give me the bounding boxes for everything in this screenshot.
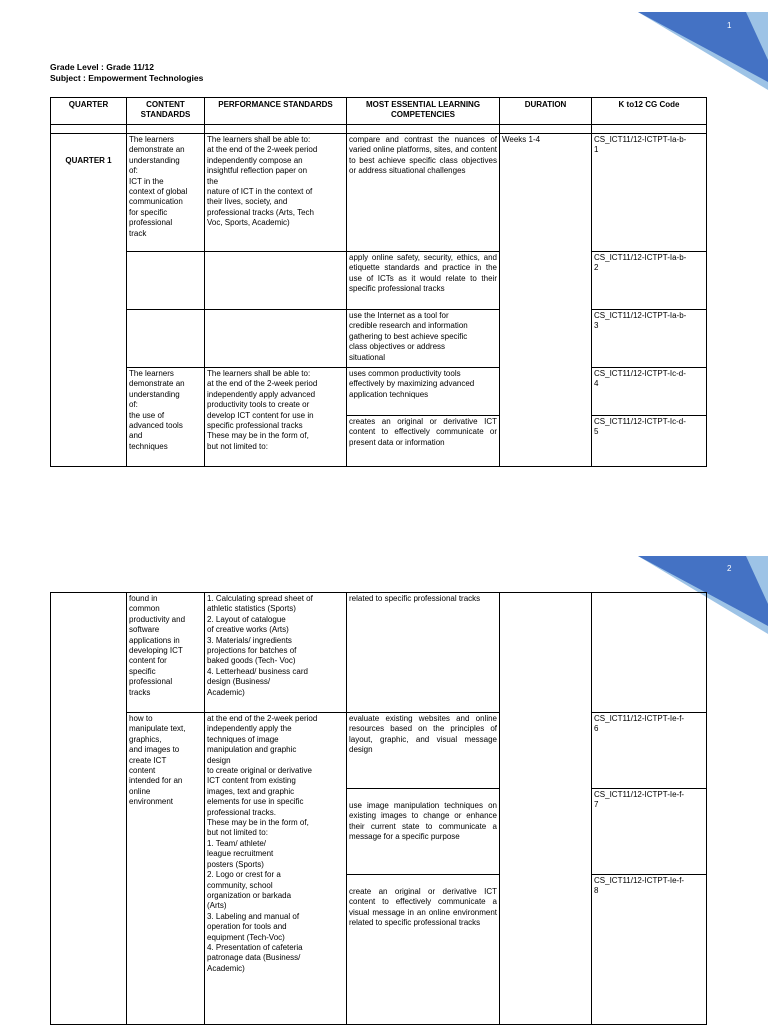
table-row [51,593,707,713]
cg-code-cell: CS_ICT11/12-ICTPT-Ia-b- 3 [592,310,707,368]
cg-code-cell: CS_ICT11/12-ICTPT-Ia-b- 2 [592,252,707,310]
performance-standard-cell: The learners shall be able to: at the end of the 2-week period independently apply advanced productivity tools to create or develop ICT content for use in specific professional tracks These may be in the form of, but not limited to: [205,368,347,467]
document-header [50,62,203,84]
page-number: 2 [727,564,732,573]
column-header-content-standards: CONTENT STANDARDS [127,98,205,125]
melc-cell: apply online safety, security, ethics, and etiquette standards and practice in the use of ICTs as it would relate to their specific professional tracks [347,252,500,310]
performance-standard-cell: The learners shall be able to: at the end of the 2-week period independently compose an insightful reflection paper on the nature of ICT in the context of their lives, society, and professional tracks (Arts, Tech Voc, Sports, Academic) [205,134,347,252]
cg-code-cell: CS_ICT11/12-ICTPT-Ie-f- 7 [592,789,707,875]
document-page-2 [0,548,768,1024]
curriculum-table-page-1 [50,97,707,467]
performance-standard-cell: 1. Calculating spread sheet of athletic statistics (Sports) 2. Layout of catalogue of creative works (Arts) 3. Materials/ ingredients projections for batches of baked goods (Tech- Voc) 4. Letterhead/ business card design (Business/ Academic) [205,593,347,713]
content-standard-cell: how to manipulate text, graphics, and images to create ICT content intended for an online environment [127,713,205,1025]
column-header-performance-standards: PERFORMANCE STANDARDS [205,98,347,125]
duration-cell: Weeks 1-4 [500,134,592,467]
melc-cell: creates an original or derivative ICT content to effectively communicate or present data or information [347,416,500,467]
page-number: 1 [727,21,732,30]
cg-code-cell: CS_ICT11/12-ICTPT-Ic-d- 4 [592,368,707,416]
table-spacer-row [51,125,707,134]
table-row [51,368,707,416]
cg-code-cell: CS_ICT11/12-ICTPT-Ie-f- 8 [592,875,707,1025]
melc-cell: create an original or derivative ICT content to effectively communicate a visual message in an online environment related to specific professional tracks [347,875,500,1025]
melc-cell: use the Internet as a tool for credible research and information gathering to best achieve specific class objectives or address situational [347,310,500,368]
column-header-duration: DURATION [500,98,592,125]
grade-level-label: Grade Level : Grade 11/12 [50,62,154,72]
cg-code-cell: CS_ICT11/12-ICTPT-Ic-d- 5 [592,416,707,467]
melc-cell: uses common productivity tools effectively by maximizing advanced application techniques [347,368,500,416]
content-standard-cell: The learners demonstrate an understanding of: the use of advanced tools and techniques [127,368,205,467]
cg-code-cell: CS_ICT11/12-ICTPT-Ia-b- 1 [592,134,707,252]
table-row [51,310,707,368]
melc-cell: use image manipulation techniques on existing images to change or enhance their current state to communicate a message for a specific purpose [347,789,500,875]
melc-cell: evaluate existing websites and online resources based on the principles of layout, graphic, and visual message design [347,713,500,789]
page-gap [0,500,768,548]
subject-label: Subject : Empowerment Technologies [50,73,204,83]
melc-cell: compare and contrast the nuances of varied online platforms, sites, and content to best achieve specific class objectives or address situational challenges [347,134,500,252]
page-corner-decoration [628,0,768,90]
table-row [51,252,707,310]
column-header-melc: MOST ESSENTIAL LEARNING COMPETENCIES [347,98,500,125]
document-page-1 [0,0,768,500]
column-header-quarter: QUARTER [51,98,127,125]
curriculum-table-page-2 [50,592,707,1025]
performance-standard-cell: at the end of the 2-week period independently apply the techniques of image manipulation and graphic design to create original or derivative ICT content from existing images, text and graphic elements for use in specific professional tracks. These may be in the form of, but not limited to: 1. Team/ athlete/ league recruitment posters (Sports) 2. Logo or crest for a community, school organization or barkada (Arts) 3. Labeling and manual of operation for tools and equipment (Tech-Voc) 4. Presentation of cafeteria patronage data (Business/ Academic) [205,713,347,1025]
column-header-cg-code: K to12 CG Code [592,98,707,125]
melc-cell: related to specific professional tracks [347,593,500,713]
content-standard-cell: found in common productivity and software applications in developing ICT content for specific professional tracks [127,593,205,713]
cg-code-cell: CS_ICT11/12-ICTPT-Ie-f- 6 [592,713,707,789]
table-row [51,713,707,789]
quarter-cell: QUARTER 1 [51,134,127,467]
content-standard-cell: The learners demonstrate an understanding of: ICT in the context of global communication for specific professional track [127,134,205,252]
table-row [51,134,707,252]
